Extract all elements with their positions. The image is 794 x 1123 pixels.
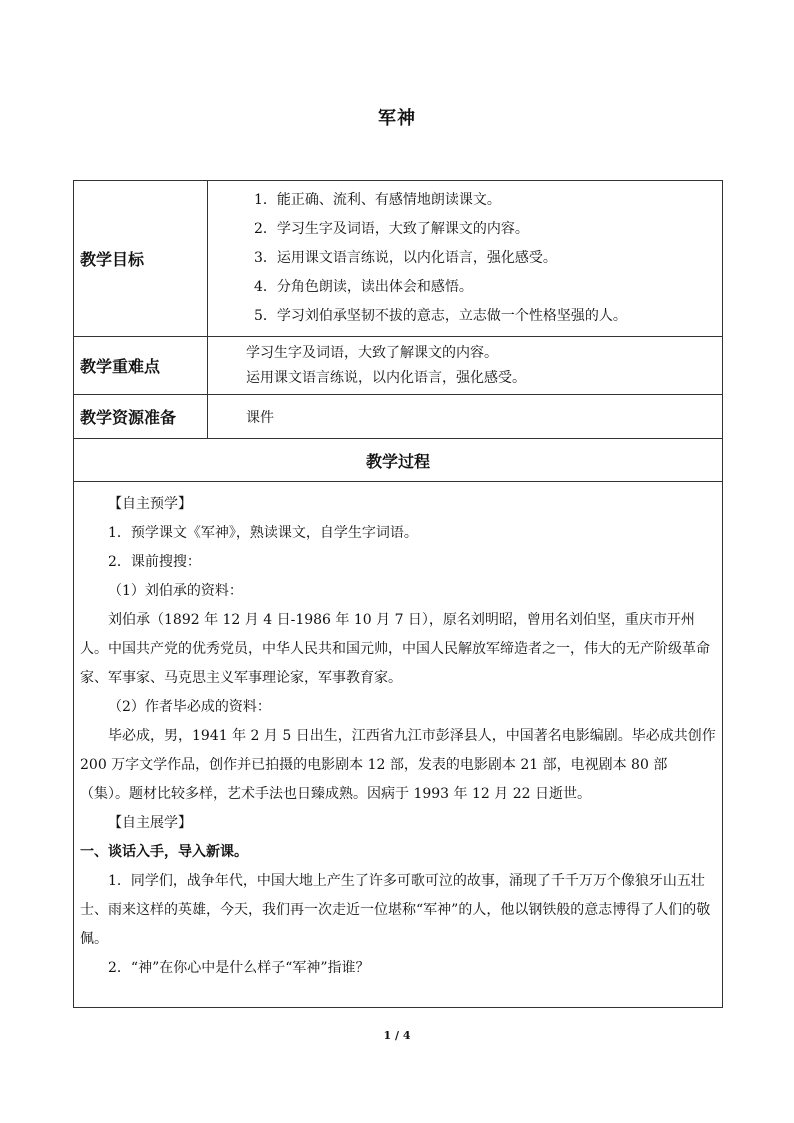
lesson-plan-table bbox=[73, 180, 723, 1008]
process-body bbox=[74, 482, 723, 1008]
key-points-label: 教学重难点 bbox=[74, 337, 208, 395]
objectives-list bbox=[208, 181, 723, 337]
resources-row bbox=[74, 395, 723, 439]
resources-label: 教学资源准备 bbox=[74, 395, 208, 439]
paragraph: 刘伯承（1892 年 12 月 4 日-1986 年 10 月 7 日），原名刘明昭，曾用名刘伯坚，重庆市开州人。中国共产党的优秀党员，中华人民共和国元帅，中国人民解放军缔造者之一，伟大的无产阶级革命家、军事家、马克思主义军事理论家，军事教育家。 bbox=[80, 612, 710, 686]
paragraph: （1）刘伯承的资料： bbox=[108, 583, 243, 599]
objective-item: 5．学习刘伯承坚韧不拔的意志，立志做一个性格坚强的人。 bbox=[254, 308, 627, 324]
paragraph: 1．同学们，战争年代，中国大地上产生了许多可歌可泣的故事，涌现了千千万万个像狼牙山五壮士、雨来这样的英雄，今天，我们再一次走近一位堪称“军神”的人，他以钢铁般的意志博得了人们的敬佩。 bbox=[80, 873, 711, 947]
paragraph: （2）作者毕必成的资料： bbox=[108, 699, 271, 715]
process-body-row bbox=[74, 482, 723, 1008]
section-heading: 【自主预学】 bbox=[108, 496, 192, 512]
objective-item: 1．能正确、流利、有感情地朗读课文。 bbox=[254, 192, 501, 208]
paragraph: 2．“神”在你心中是什么样子“军神”指谁？ bbox=[108, 960, 370, 976]
key-point-item: 运用课文语言练说，以内化语言，强化感受。 bbox=[246, 369, 526, 386]
key-points-row bbox=[74, 337, 723, 395]
paragraph: 1．预学课文《军神》，熟读课文，自学生字词语。 bbox=[108, 525, 418, 541]
resources-value: 课件 bbox=[208, 395, 723, 439]
objective-item: 2．学习生字及词语，大致了解课文的内容。 bbox=[254, 221, 529, 237]
key-points-list bbox=[208, 337, 723, 395]
paragraph: 2．课前搜搜： bbox=[108, 554, 201, 570]
paragraph: 毕必成，男，1941 年 2 月 5 日出生，江西省九江市彭泽县人，中国著名电影编剧。毕必成共创作 200 万字文学作品，创作并已拍摄的电影剧本 12 部，发表的电影剧本 21 部，电视剧本 80 部（集）。题材比较多样，艺术手法也日臻成熟。因病于 1993 年 12 月 22 日逝世。 bbox=[80, 728, 716, 802]
objectives-row bbox=[74, 181, 723, 337]
objectives-label: 教学目标 bbox=[74, 181, 208, 337]
objective-item: 3．运用课文语言练说，以内化语言，强化感受。 bbox=[254, 250, 557, 266]
process-header: 教学过程 bbox=[74, 439, 723, 482]
process-header-row bbox=[74, 439, 723, 482]
section-heading: 【自主展学】 bbox=[108, 815, 192, 831]
objective-item: 4．分角色朗读，读出体会和感悟。 bbox=[254, 279, 473, 295]
step-heading: 一、谈话入手，导入新课。 bbox=[80, 844, 248, 860]
document-title: 军神 bbox=[378, 108, 416, 129]
page-number: 1 / 4 bbox=[383, 1029, 411, 1042]
key-point-item: 学习生字及词语，大致了解课文的内容。 bbox=[246, 344, 498, 361]
